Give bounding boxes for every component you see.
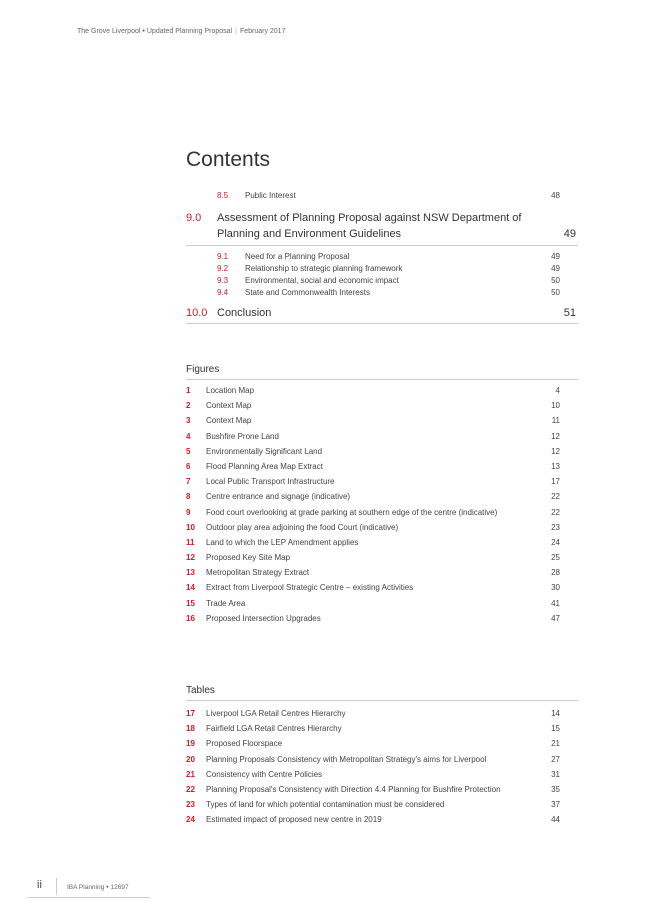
toc-section-number: 10.0 <box>186 307 208 319</box>
table-number: 19 <box>186 739 195 749</box>
figure-title: Extract from Liverpool Strategic Centre – existing Activities <box>206 583 414 593</box>
figure-entry[interactable] <box>186 459 578 474</box>
header-project: The Grove Liverpool <box>77 28 141 35</box>
toc-entry[interactable] <box>186 263 578 275</box>
figure-page: 4 <box>555 386 560 395</box>
figure-number: 16 <box>186 613 195 623</box>
header-date: February 2017 <box>239 28 286 35</box>
toc-section-number: 9.0 <box>186 212 202 224</box>
footer-rule <box>28 897 150 898</box>
figure-number: 4 <box>186 431 191 441</box>
table-title: Planning Proposals Consistency with Metropolitan Strategy's aims for Liverpool <box>206 754 487 764</box>
toc-section-title: Conclusion <box>217 307 272 319</box>
contents-title: Contents <box>186 148 271 171</box>
table-page: 21 <box>551 739 560 749</box>
table-title: Planning Proposal's Consistency with Direction 4.4 Planning for Bushfire Protection <box>206 784 501 794</box>
toc-entry[interactable] <box>186 287 578 299</box>
table-page: 37 <box>551 800 560 810</box>
table-page: 35 <box>551 784 560 794</box>
figure-number: 1 <box>186 386 191 395</box>
figure-page: 47 <box>551 613 560 623</box>
tables-heading: Tables <box>186 685 578 701</box>
figure-entry[interactable] <box>186 489 578 504</box>
figure-number: 2 <box>186 401 191 411</box>
footer-bullet: • <box>106 884 109 891</box>
toc-entry-number: 8.5 <box>217 191 229 200</box>
toc-entry-number: 9.4 <box>217 288 229 297</box>
figure-number: 3 <box>186 416 191 426</box>
toc-entry[interactable] <box>186 190 578 202</box>
toc-entry-page: 49 <box>551 264 560 273</box>
footer-credit <box>67 884 129 891</box>
table-entry[interactable] <box>186 767 578 782</box>
toc-entry[interactable] <box>186 275 578 287</box>
figure-page: 10 <box>551 401 560 411</box>
table-page: 31 <box>551 769 560 779</box>
table-number: 21 <box>186 769 195 779</box>
figure-title: Location Map <box>206 386 255 395</box>
table-number: 17 <box>186 709 195 718</box>
toc-entry-page: 50 <box>551 276 560 285</box>
toc-section[interactable] <box>186 210 578 246</box>
header-separator: | <box>235 28 237 35</box>
contents-list <box>186 190 578 324</box>
figure-number: 8 <box>186 492 191 502</box>
toc-entry-number: 9.2 <box>217 264 229 273</box>
figure-title: Metropolitan Strategy Extract <box>206 568 310 578</box>
figure-title: Context Map <box>206 416 252 426</box>
figure-page: 23 <box>551 522 560 532</box>
toc-entry-title: State and Commonwealth Interests <box>245 288 370 297</box>
figure-entry[interactable] <box>186 520 578 535</box>
figure-page: 13 <box>551 461 560 471</box>
figure-title: Environmentally Significant Land <box>206 446 323 456</box>
figure-number: 5 <box>186 446 191 456</box>
figure-entry[interactable] <box>186 398 578 413</box>
toc-entry-title: Relationship to strategic planning framework <box>245 264 403 273</box>
toc-entry-title: Environmental, social and economic impact <box>245 276 399 285</box>
figure-number: 14 <box>186 583 195 593</box>
figure-page: 22 <box>551 507 560 517</box>
table-entry[interactable] <box>186 782 578 797</box>
figure-entry[interactable] <box>186 429 578 444</box>
toc-entry[interactable] <box>186 251 578 263</box>
figure-entry[interactable] <box>186 565 578 580</box>
figure-title: Context Map <box>206 401 252 411</box>
table-entry[interactable] <box>186 721 578 736</box>
toc-entry-title: Need for a Planning Proposal <box>245 252 350 261</box>
figure-page: 17 <box>551 477 560 487</box>
table-title: Estimated impact of proposed new centre in 2019 <box>206 815 382 825</box>
figure-entry[interactable] <box>186 474 578 489</box>
table-page: 27 <box>551 754 560 764</box>
figure-entry[interactable] <box>186 413 578 428</box>
figure-number: 15 <box>186 598 195 608</box>
figure-entry[interactable] <box>186 444 578 459</box>
figure-entry[interactable] <box>186 596 578 611</box>
toc-entry-number: 9.1 <box>217 252 229 261</box>
table-entry[interactable] <box>186 812 578 827</box>
figure-entry[interactable] <box>186 505 578 520</box>
figure-page: 12 <box>551 431 560 441</box>
table-title: Proposed Floorspace <box>206 739 283 749</box>
toc-entry-number: 9.3 <box>217 276 229 285</box>
footer-page-number: ii <box>37 879 42 891</box>
figure-entry[interactable] <box>186 580 578 595</box>
figure-page: 25 <box>551 553 560 563</box>
figure-title: Outdoor play area adjoining the food Court (indicative) <box>206 522 399 532</box>
figure-title: Local Public Transport Infrastructure <box>206 477 335 487</box>
footer-company: IBA Planning <box>67 884 105 891</box>
figure-title: Land to which the LEP Amendment applies <box>206 537 359 547</box>
table-number: 23 <box>186 800 195 810</box>
figure-page: 41 <box>551 598 560 608</box>
figure-title: Flood Planning Area Map Extract <box>206 461 323 471</box>
figure-page: 28 <box>551 568 560 578</box>
figures-heading: Figures <box>186 364 578 380</box>
figure-title: Proposed Intersection Upgrades <box>206 613 321 623</box>
table-title: Fairfield LGA Retail Centres Hierarchy <box>206 724 342 734</box>
running-header <box>77 28 285 35</box>
footer-job-number: 12697 <box>110 884 129 891</box>
figure-title: Trade Area <box>206 598 246 608</box>
figure-title: Centre entrance and signage (indicative) <box>206 492 351 502</box>
header-document: Updated Planning Proposal <box>146 28 233 35</box>
figure-title: Proposed Key Site Map <box>206 553 291 563</box>
figure-number: 6 <box>186 461 191 471</box>
figure-number: 13 <box>186 568 195 578</box>
figures-list <box>186 383 578 626</box>
table-title: Liverpool LGA Retail Centres Hierarchy <box>206 709 346 718</box>
table-number: 20 <box>186 754 195 764</box>
table-page: 15 <box>551 724 560 734</box>
figure-page: 12 <box>551 446 560 456</box>
table-page: 14 <box>551 709 560 718</box>
figure-title: Bushfire Prone Land <box>206 431 279 441</box>
table-entry[interactable] <box>186 736 578 751</box>
toc-section-page: 49 <box>563 228 576 240</box>
figure-number: 11 <box>186 537 195 547</box>
figure-page: 30 <box>551 583 560 593</box>
table-title: Types of land for which potential contamination must be considered <box>206 800 445 810</box>
toc-section[interactable] <box>186 305 578 324</box>
tables-list <box>186 706 578 828</box>
toc-entry-page: 49 <box>551 252 560 261</box>
toc-entry-page: 48 <box>551 191 560 200</box>
table-entry[interactable] <box>186 706 578 721</box>
toc-entry-title: Public Interest <box>245 191 296 200</box>
toc-entry-page: 50 <box>551 288 560 297</box>
table-title: Consistency with Centre Policies <box>206 769 323 779</box>
figure-page: 11 <box>551 416 560 426</box>
header-bullet: • <box>142 28 145 35</box>
table-entry[interactable] <box>186 797 578 812</box>
figure-number: 10 <box>186 522 195 532</box>
figure-page: 24 <box>551 537 560 547</box>
figure-number: 12 <box>186 553 195 563</box>
table-number: 22 <box>186 784 195 794</box>
figure-entry[interactable] <box>186 383 578 398</box>
figure-number: 7 <box>186 477 191 487</box>
figure-entry[interactable] <box>186 611 578 626</box>
footer-divider <box>56 878 57 895</box>
toc-section-title: Assessment of Planning Proposal against NSW Department of Planning and Environment Guidelines <box>217 212 522 240</box>
figure-number: 9 <box>186 507 191 517</box>
table-number: 18 <box>186 724 195 734</box>
toc-section-page: 51 <box>563 307 576 319</box>
figure-page: 22 <box>551 492 560 502</box>
table-number: 24 <box>186 815 195 825</box>
table-entry[interactable] <box>186 752 578 767</box>
figure-title: Food court overlooking at grade parking at southern edge of the centre (indicative) <box>206 507 498 517</box>
figure-entry[interactable] <box>186 535 578 550</box>
figure-entry[interactable] <box>186 550 578 565</box>
table-page: 44 <box>551 815 560 825</box>
